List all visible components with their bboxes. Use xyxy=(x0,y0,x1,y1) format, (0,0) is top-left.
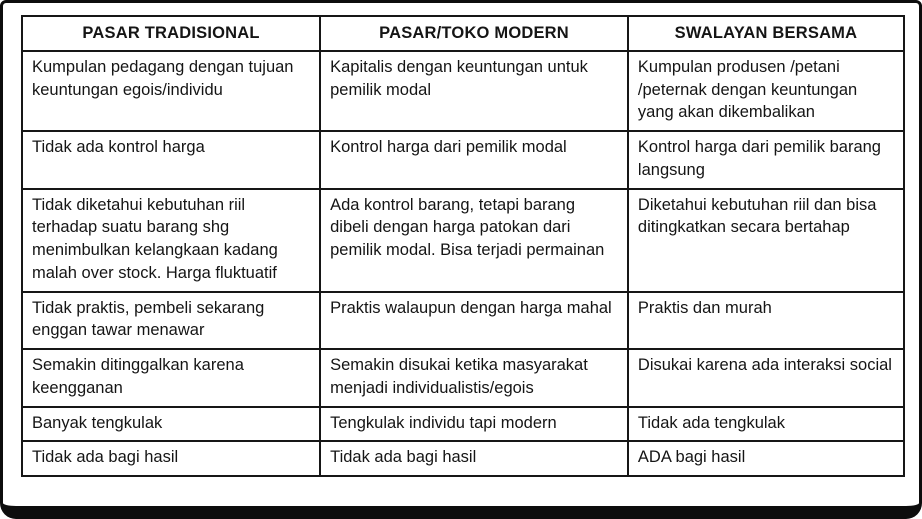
table-cell: Kumpulan pedagang dengan tujuan keuntungan egois/individu xyxy=(22,51,320,131)
table-cell: Tidak ada bagi hasil xyxy=(320,441,628,476)
table-container xyxy=(3,3,919,477)
column-header-pasar-tradisional: PASAR TRADISIONAL xyxy=(22,16,320,51)
table-cell: Tidak diketahui kebutuhan riil terhadap suatu barang shg menimbulkan kelangkaan kadang malah over stock. Harga fluktuatif xyxy=(22,189,320,292)
table-cell: Semakin ditinggalkan karena keengganan xyxy=(22,349,320,407)
table-row xyxy=(22,349,904,407)
table-cell: ADA bagi hasil xyxy=(628,441,904,476)
table-cell: Banyak tengkulak xyxy=(22,407,320,442)
table-row xyxy=(22,292,904,350)
table-cell: Disukai karena ada interaksi social xyxy=(628,349,904,407)
column-header-pasar-toko-modern: PASAR/TOKO MODERN xyxy=(320,16,628,51)
column-header-swalayan-bersama: SWALAYAN BERSAMA xyxy=(628,16,904,51)
table-cell: Kumpulan produsen /petani /peternak dengan keuntungan yang akan dikembalikan xyxy=(628,51,904,131)
table-cell: Praktis dan murah xyxy=(628,292,904,350)
market-comparison-table xyxy=(21,15,905,477)
table-row xyxy=(22,189,904,292)
table-cell: Tidak ada tengkulak xyxy=(628,407,904,442)
table-row xyxy=(22,51,904,131)
table-cell: Semakin disukai ketika masyarakat menjadi individualistis/egois xyxy=(320,349,628,407)
header-row xyxy=(22,16,904,51)
table-cell: Kontrol harga dari pemilik modal xyxy=(320,131,628,189)
table-row xyxy=(22,441,904,476)
table-cell: Diketahui kebutuhan riil dan bisa ditingkatkan secara bertahap xyxy=(628,189,904,292)
table-cell: Tidak ada kontrol harga xyxy=(22,131,320,189)
table-cell: Kapitalis dengan keuntungan untuk pemilik modal xyxy=(320,51,628,131)
table-cell: Tidak praktis, pembeli sekarang enggan tawar menawar xyxy=(22,292,320,350)
table-row xyxy=(22,407,904,442)
table-cell: Ada kontrol barang, tetapi barang dibeli dengan harga patokan dari pemilik modal. Bisa terjadi permainan xyxy=(320,189,628,292)
table-cell: Kontrol harga dari pemilik barang langsung xyxy=(628,131,904,189)
table-cell: Praktis walaupun dengan harga mahal xyxy=(320,292,628,350)
table-row xyxy=(22,131,904,189)
table-cell: Tengkulak individu tapi modern xyxy=(320,407,628,442)
table-cell: Tidak ada bagi hasil xyxy=(22,441,320,476)
